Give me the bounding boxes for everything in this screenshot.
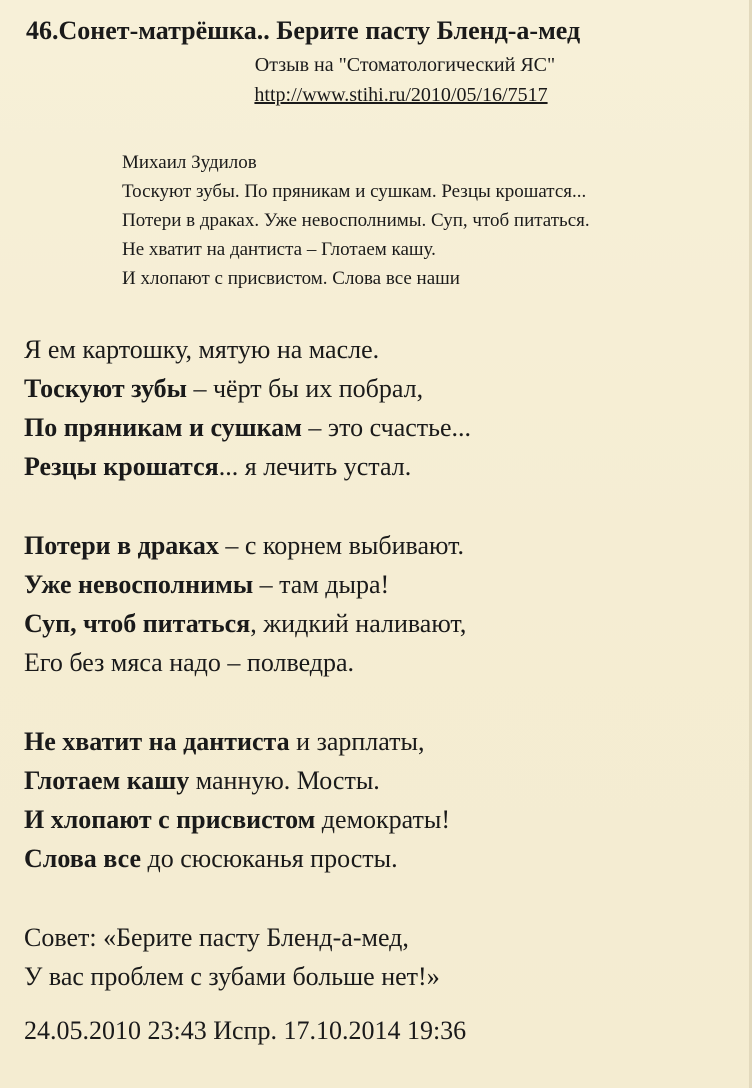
poem-line: Слова все до сюсюканья просты. [24,844,398,873]
poem-line: Не хватит на дантиста и зарплаты, [24,727,425,756]
epigraph [122,148,590,293]
epigraph-line: Потери в драках. Уже невосполнимы. Суп, чтоб питаться. [122,210,590,231]
poem-line: Я ем картошку, мятую на масле. [24,335,380,364]
poem-line: Суп, чтоб питаться, жидкий наливают, [24,609,467,638]
poem-line: Уже невосполнимы – там дыра! [24,570,390,599]
epigraph-line: Не хватит на дантиста – Глотаем кашу. [122,239,436,260]
poem-line: Его без мяса надо – полведра. [24,648,355,677]
epigraph-line: Тоскуют зубы. По пряникам и сушкам. Резцы крошатся... [122,181,587,202]
stanza-1 [24,330,471,486]
poem-line: Тоскуют зубы – чёрт бы их побрал, [24,374,424,403]
stanza-2 [24,526,471,682]
review-line: Отзыв на "Стоматологический ЯС" [254,54,556,76]
poem-line: Совет: «Берите пасту Бленд-а-мед, [24,923,409,952]
poem-line: Глотаем кашу манную. Мосты. [24,766,380,795]
epigraph-line: И хлопают с присвистом. Слова все наши [122,268,460,289]
poem-body [24,330,471,1042]
source-link[interactable]: http://www.stihi.ru/2010/05/16/7517 [254,84,548,106]
poem-line: И хлопают с присвистом демократы! [24,805,451,834]
poem-line: По пряникам и сушкам – это счастье... [24,413,472,442]
date-stamp: 24.05.2010 23:43 Испр. 17.10.2014 19:36 [24,1016,467,1045]
epigraph-author: Михаил Зудилов [122,152,257,173]
poem-line: Резцы крошатся... я лечить устал. [24,452,412,481]
poem-line: У вас проблем с зубами больше нет!» [24,962,440,991]
poem-title: 46.Сонет-матрёшка.. Берите пасту Бленд-а-мед [26,16,581,45]
stanza-3 [24,722,471,878]
poem-line: Потери в драках – с корнем выбивают. [24,531,464,560]
couplet [24,918,471,996]
